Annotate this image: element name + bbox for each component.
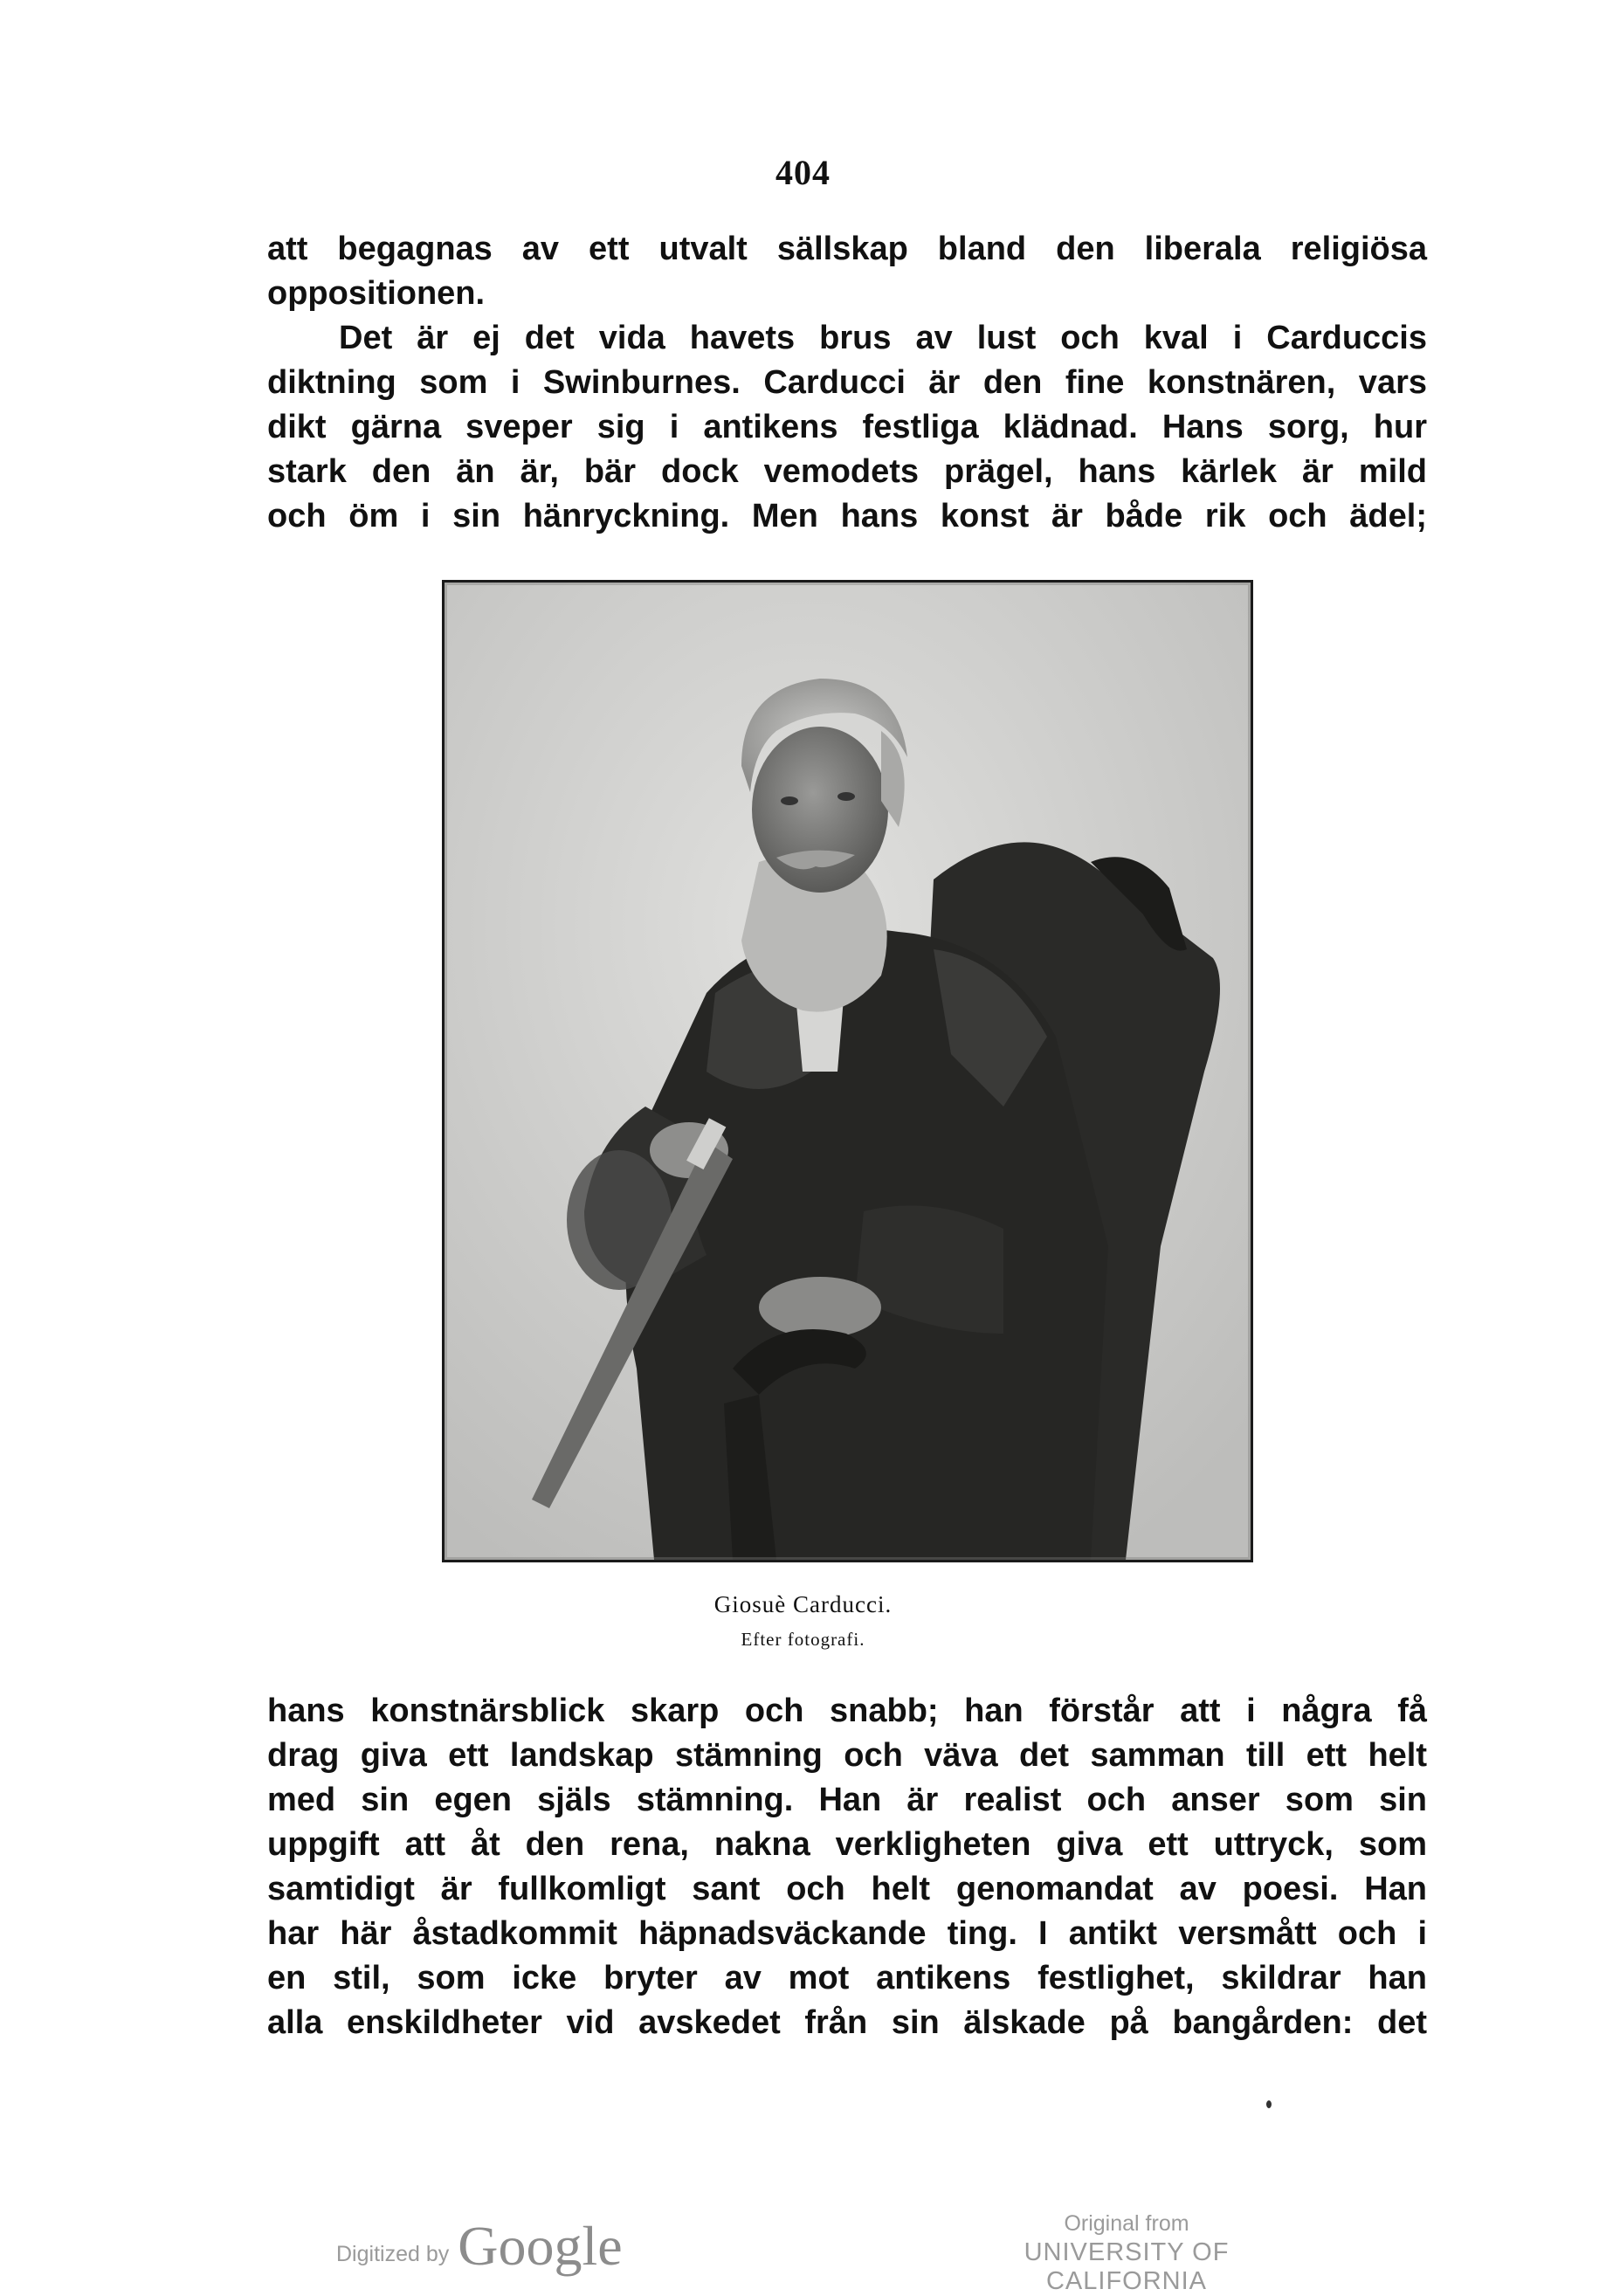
text-line: Det är ej det vida havets brus av lust och kval i Carduccis <box>339 320 1427 356</box>
figure-caption-name: Giosuè Carducci. <box>713 1591 893 1617</box>
text-line: med sin egen själs stämning. Han är realist och anser som sin <box>267 1782 1427 1818</box>
text-line: alla enskildheter vid avskedet från sin älskade på bangården: det <box>267 2004 1427 2041</box>
portrait-photograph <box>442 580 1253 1562</box>
text-line: och öm i sin hänryckning. Men hans konst är både rik och ädel; <box>267 498 1427 534</box>
original-from-label: Original from <box>1064 2211 1189 2236</box>
google-logo: Google <box>458 2215 623 2277</box>
institution-name: UNIVERSITY OF CALIFORNIA <box>1024 2238 1230 2295</box>
text-line: att begagnas av ett utvalt sällskap bland den liberala religiösa <box>267 231 1427 267</box>
text-line: stark den än är, bär dock vemodets prägel, hans kärlek är mild <box>267 453 1427 490</box>
page-number: 404 <box>775 153 831 192</box>
figure-caption-credit: Efter fotografi. <box>741 1629 865 1650</box>
text-line: hans konstnärsblick skarp och snabb; han förstår att i några få <box>267 1693 1427 1729</box>
text-line: oppositionen. <box>267 275 486 312</box>
text-line: samtidigt är fullkomligt sant och helt genomandat av poesi. Han <box>267 1871 1427 1907</box>
ink-speck <box>1266 2100 1272 2108</box>
digitized-by-watermark <box>336 2215 623 2277</box>
text-line: drag giva ett landskap stämning och väva det samman till ett helt <box>267 1737 1427 1774</box>
text-line: har här åstadkommit häpnadsväckande ting. I antikt versmått och i <box>267 1915 1427 1952</box>
text-line: uppgift att åt den rena, nakna verkligheten giva ett uttryck, som <box>267 1826 1427 1863</box>
text-line: en stil, som icke bryter av mot antikens festlighet, skildrar han <box>267 1960 1427 1996</box>
digitized-label: Digitized by <box>336 2242 450 2266</box>
paragraph-bottom <box>267 1689 1427 2045</box>
text-line: dikt gärna sveper sig i antikens festliga klädnad. Hans sorg, hur <box>267 409 1427 445</box>
paragraph-top <box>267 227 1427 539</box>
original-from-watermark <box>952 2211 1301 2296</box>
portrait-illustration <box>445 583 1251 1560</box>
text-line: diktning som i Swinburnes. Carducci är den fine konstnären, vars <box>267 364 1427 401</box>
